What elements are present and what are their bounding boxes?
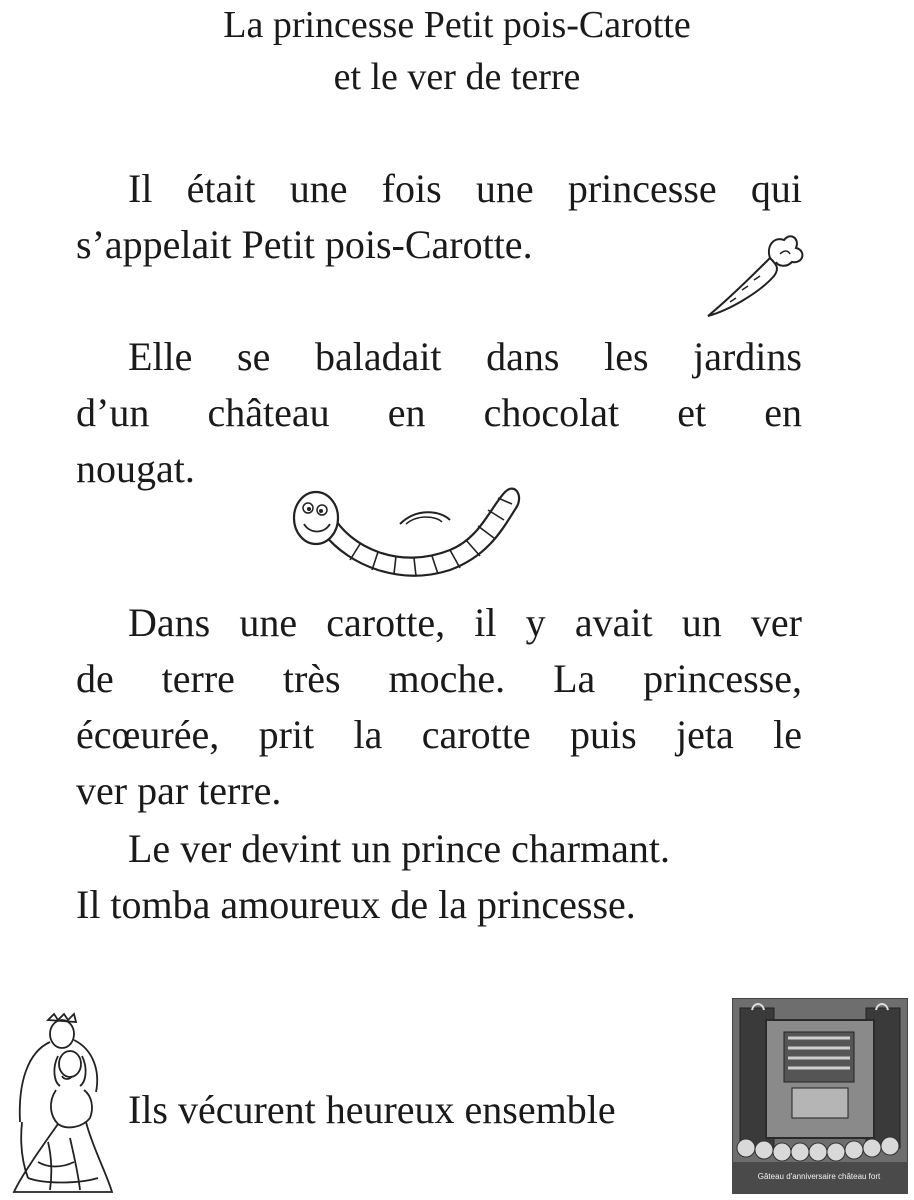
castle-cake-photo [732,998,908,1194]
paragraph-1-line-1: Il était une fois une princesse qui [128,166,802,211]
carrot-drawing [700,228,810,324]
paragraph-2-line-2: d’un château en chocolat et en [76,390,802,435]
paragraph-3-line-1: Dans une carotte, il y avait un ver [128,600,802,645]
story-ending: Ils vécurent heureux ensemble [128,1087,616,1132]
castle-photo-caption: Gâteau d'anniversaire château fort [757,1172,881,1181]
prince-princess-drawing [8,1012,116,1196]
paragraph-4-line-2: Il tomba amoureux de la princesse. [76,882,636,927]
paragraph-2-line-1: Elle se baladait dans les jardins [128,334,802,379]
story-title-line-1: La princesse Petit pois-Carotte [223,4,691,46]
paragraph-2-line-3: nougat. [76,446,195,491]
paragraph-3-line-2: de terre très moche. La princesse, [76,656,802,701]
paragraph-1-line-2: s’appelait Petit pois-Carotte. [76,222,533,267]
paragraph-4-line-1: Le ver devint un prince charmant. [128,826,670,871]
paragraph-3-line-3: écœurée, prit la carotte puis jeta le [76,712,802,757]
story-title-line-2: et le ver de terre [333,56,581,98]
paragraph-3-line-4: ver par terre. [76,768,282,813]
worm-drawing [290,478,526,582]
